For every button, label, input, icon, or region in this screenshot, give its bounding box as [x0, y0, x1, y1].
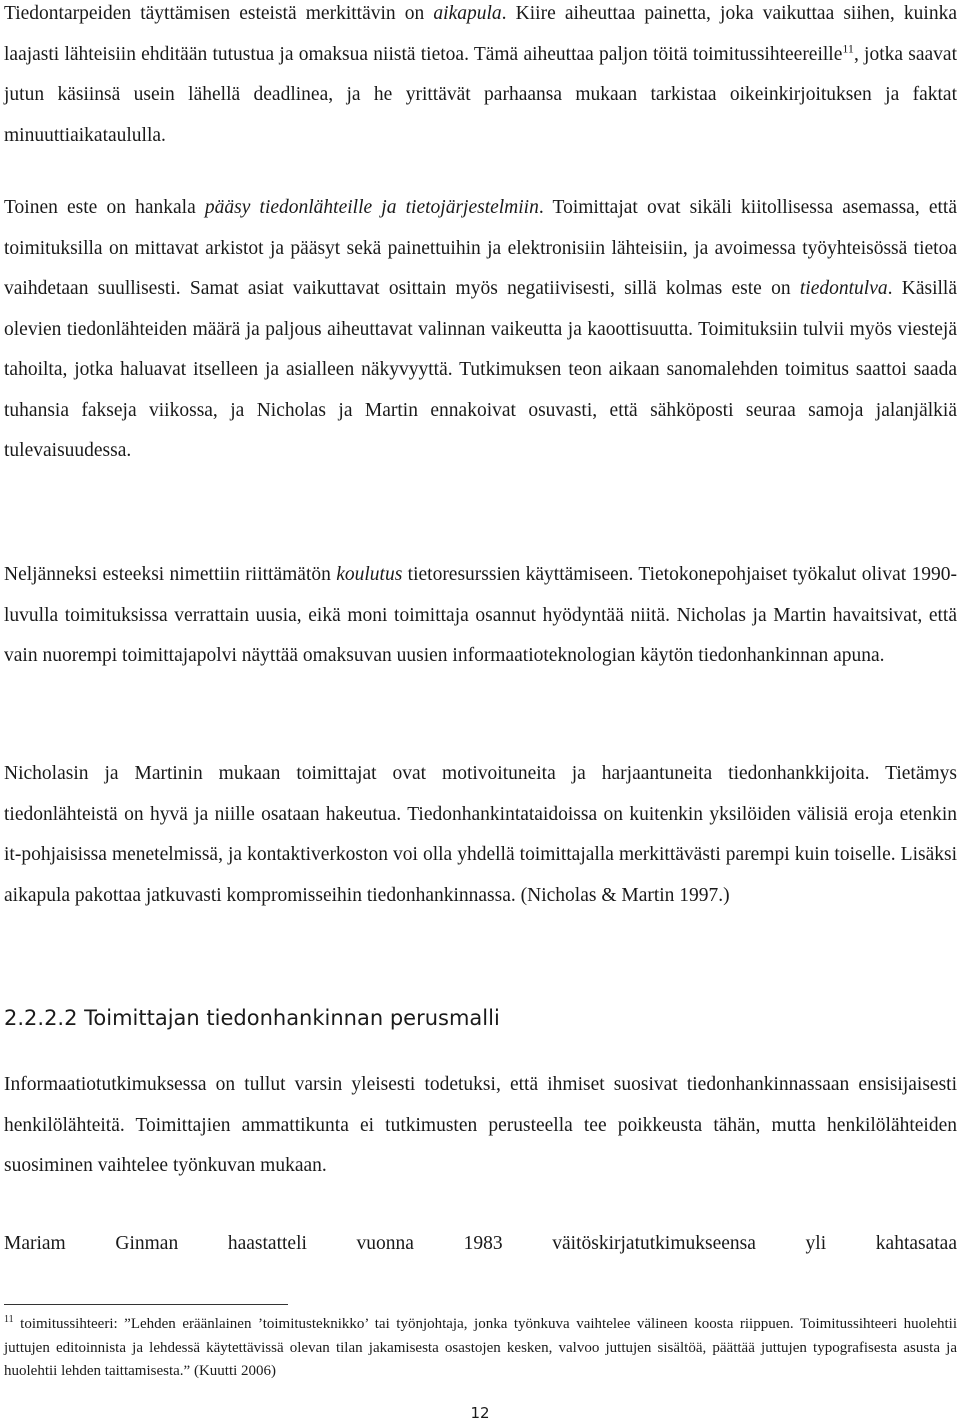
footnote-separator [4, 1304, 288, 1305]
emphasis-access: pääsy tiedonlähteille ja tietojärjestelmiin [204, 197, 539, 218]
text-run: , jotka saavat jutun käsiinsä usein lähellä deadlinea, ja he yrittävät parhaansa mukaan tarkistaa oikeinkirjoituksen ja faktat minuuttiaikataululla. [4, 43, 957, 146]
text-run: tietoresurssien käyttämiseen. Tietokonepohjaiset työkalut olivat 1990-luvulla toimituksissa verrattain uusia, eikä moni toimittaja osannut hyödyntää niitä. Nicholas ja Martin havaitsivat, että vain nuorempi toimittajapolvi näyttää omaksuvan uusien informaatioteknologian käytön tiedonhankinnan apuna. [4, 564, 957, 666]
footnote [4, 1313, 957, 1384]
emphasis-tiedontulva: tiedontulva [799, 278, 888, 299]
text-run: . Kiire aiheuttaa painetta, joka vaikuttaa siihen, kuinka laajasti lähteisiin ehditään tutustua ja omaksua niistä tietoa. Tämä aiheuttaa paljon töitä toimitussihteereille [4, 3, 957, 65]
paragraph-personal-sources [4, 1065, 957, 1187]
paragraph-motivation [4, 754, 957, 916]
text-run: Mariam Ginman haastatteli vuonna 1983 väitöskirjatutkimukseensa yli kahtasataa [4, 1233, 957, 1254]
text-run: Toinen este on hankala [4, 197, 205, 218]
paragraph-training [4, 555, 957, 677]
paragraph-time-pressure [4, 0, 957, 156]
text-run: . Toimittajat ovat sikäli kiitollisessa asemassa, että toimituksilla on mittavat arkistot ja pääsyt sekä painettuihin ja elektronisiin lähteisiin, ja avoimessa työyhteisössä tietoa vaihdetaan suullisesti. Samat asiat vaikuttavat osittain myös negatiivisesti, sillä kolmas este on [4, 197, 957, 299]
text-run: . Käsillä olevien tiedonlähteiden määrä ja paljous aiheuttavat valinnan vaikeutta ja kaoottisuutta. Toimituksiin tulvii myös viestejä tahoilta, jotka haluavat itselleen ja asialleen näkyvyyttä. Tutkimuksen teon aikaan sanomalehden toimitus saattoi saada tuhansia fakseja viikossa, ja Nicholas ja Martin ennakoivat osuvasti, että sähköposti seuraa samoja jalanjälkiä tulevaisuudessa. [4, 278, 957, 461]
paragraph-ginman [4, 1224, 957, 1265]
text-run: Tiedontarpeiden täyttämisen esteistä merkittävin on [4, 3, 434, 24]
text-run: Neljänneksi esteeksi nimettiin riittämätön [4, 564, 337, 585]
footnote-ref[interactable]: 11 [842, 41, 854, 55]
page-number: 12 [470, 1404, 490, 1422]
emphasis-koulutus: koulutus [336, 564, 403, 585]
text-run: Informaatiotutkimuksessa on tullut varsin yleisesti todetuksi, että ihmiset suosivat tiedonhankinnassaan ensisijaisesti henkilölähteitä. Toimittajien ammattikunta ei tutkimusten perusteella tee poikkeusta tähän, mutta henkilölähteiden suosiminen vaihtelee työnkuvan mukaan. [4, 1074, 957, 1176]
footnote-text: toimitussihteeri: ”Lehden eräänlainen ’toimitusteknikko’ tai työnjohtaja, jonka työnkuva vaihtelee välineen koosta riippuen. Toimitussihteeri huolehtii juttujen editoinnista ja lehdessä käytettävissä olevan tilan jakamisesta osastojen kesken, valvoo juttujen sisältöä, päättää juttujen typografisesta asusta ja huolehtii lehden taittamisesta.” (Kuutti 2006) [4, 1316, 957, 1379]
section-heading: 2.2.2.2 Toimittajan tiedonhankinnan perusmalli [4, 1006, 500, 1030]
emphasis-aikapula: aikapula [433, 3, 502, 24]
paragraph-access-and-overload [4, 188, 957, 472]
text-run: Nicholasin ja Martinin mukaan toimittajat ovat motivoituneita ja harjaantuneita tiedonhankkijoita. Tietämys tiedonlähteistä on hyvä ja niille osataan hakeutua. Tiedonhankintataidoissa on kuitenkin yksilöiden välisiä eroja etenkin it-pohjaisissa menetelmissä, ja kontaktiverkoston voi olla yhdellä toimittajalla merkittävästi parempi kuin toiselle. Lisäksi aikapula pakottaa jatkuvasti kompromisseihin tiedonhankinnassa. (Nicholas & Martin 1997.) [4, 763, 957, 906]
footnote-number: 11 [4, 1314, 14, 1325]
